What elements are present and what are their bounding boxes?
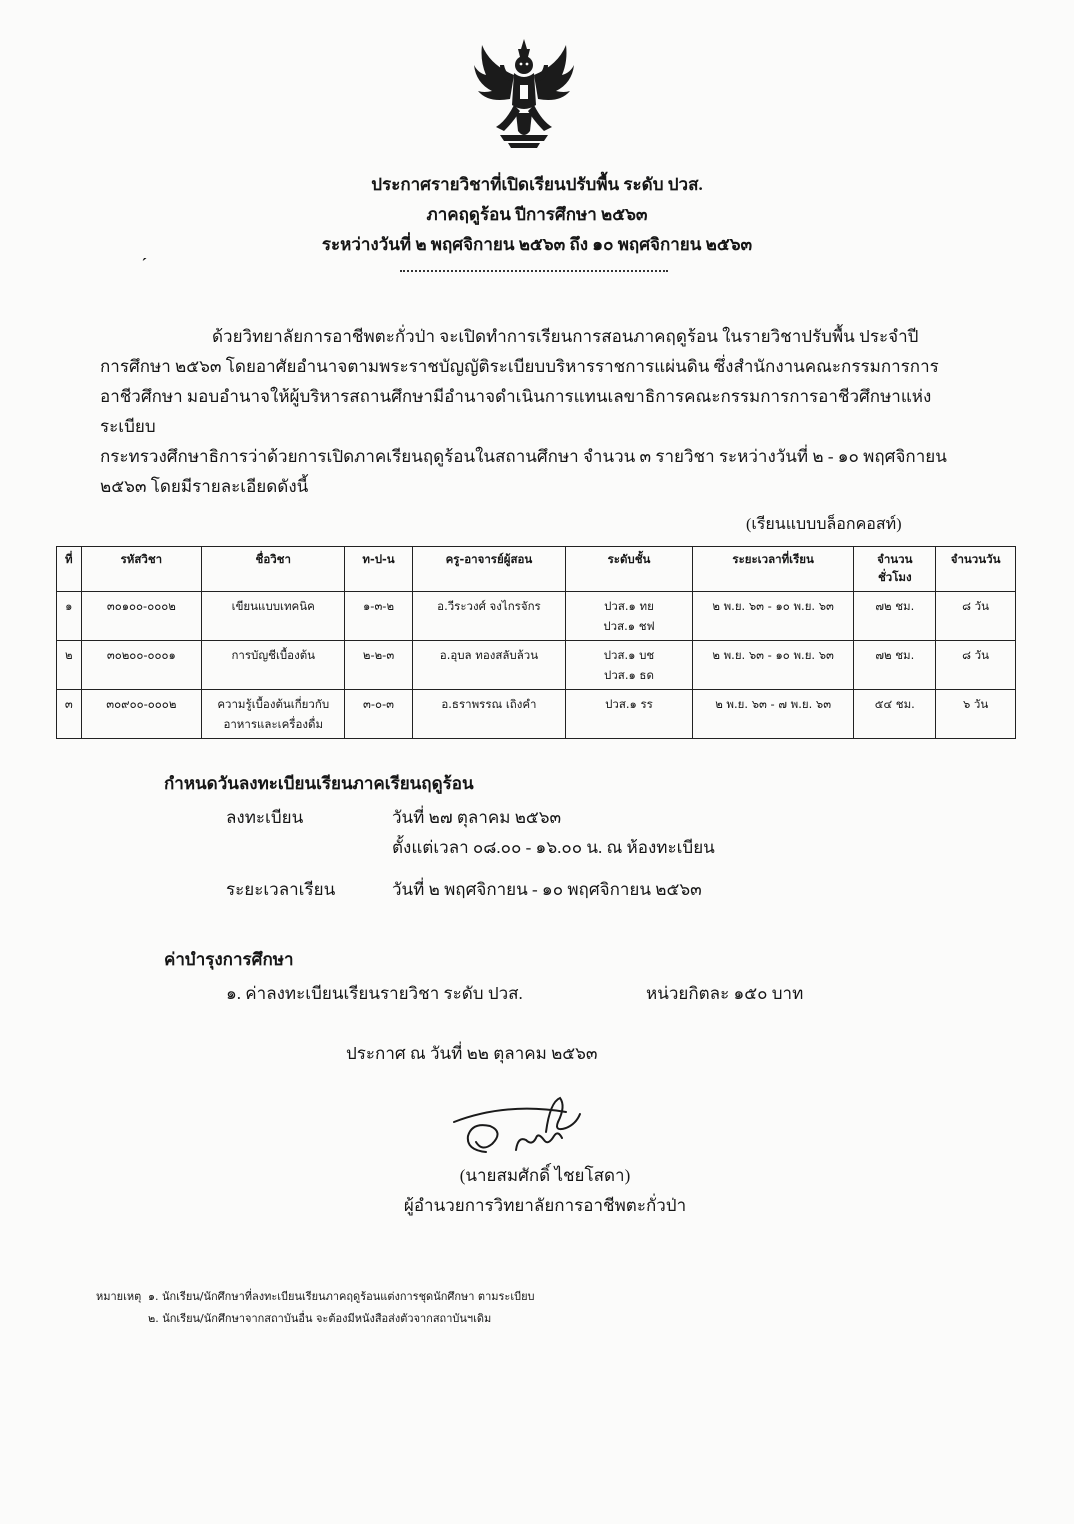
row-teacher: อ.ธราพรรณ เถิงคำ: [412, 690, 565, 739]
registration-heading: กำหนดวันลงทะเบียนเรียนภาคเรียนฤดูร้อน: [164, 774, 474, 793]
remark-line-1: [96, 1286, 535, 1308]
stray-mark: ˏ: [142, 244, 148, 261]
row-level: [566, 641, 693, 690]
remarks-block: [96, 1286, 535, 1330]
study-mode-note: (เรียนแบบบล็อกคอสท์): [746, 516, 902, 533]
fee-item: ๑. ค่าลงทะเบียนเรียนรายวิชา ระดับ ปวส.: [226, 984, 523, 1003]
study-period-label: ระยะเวลาเรียน: [226, 880, 336, 899]
announcement-date: ประกาศ ณ วันที่ ๒๒ ตุลาคม ๒๕๖๓: [346, 1044, 598, 1063]
row-tpn: ๑-๓-๒: [345, 592, 412, 641]
register-date: วันที่ ๒๗ ตุลาคม ๒๕๖๓: [392, 808, 562, 827]
col-header-days: จำนวนวัน: [936, 547, 1016, 592]
col-header-period: ระยะเวลาที่เรียน: [692, 547, 854, 592]
row-no: ๒: [57, 641, 82, 690]
row-level-l1: ปวส.๑ บช: [603, 648, 655, 662]
row-level: [566, 690, 693, 739]
col-header-no: ที่: [57, 547, 82, 592]
signature-mark: [446, 1092, 596, 1162]
table-header-row: [57, 547, 1016, 592]
row-teacher: อ.วีระวงศ์ จงไกรจักร: [412, 592, 565, 641]
table-row: [57, 690, 1016, 739]
fees-heading: ค่าบำรุงการศึกษา: [164, 950, 294, 969]
row-period: ๒ พ.ย. ๖๓ - ๑๐ พ.ย. ๖๓: [692, 641, 854, 690]
row-days: ๖ วัน: [936, 690, 1016, 739]
body-paragraph: [100, 322, 980, 502]
remarks-label: หมายเหตุ: [96, 1290, 142, 1303]
paragraph-line: การศึกษา ๒๕๖๓ โดยอาศัยอำนาจตามพระราชบัญญัติระเบียบบริหารราชการแผ่นดิน ซึ่งสำนักงานคณะกรรมการการ: [100, 357, 939, 376]
row-level-l2: ปวส.๑ ชฟ: [603, 619, 655, 633]
title-line-1: ประกาศรายวิชาที่เปิดเรียนปรับพื้น ระดับ ปวส.: [371, 175, 703, 194]
paragraph-line: ๒๕๖๓ โดยมีรายละเอียดดังนี้: [100, 477, 309, 496]
row-period: ๒ พ.ย. ๖๓ - ๑๐ พ.ย. ๖๓: [692, 592, 854, 641]
row-hours: ๗๒ ชม.: [854, 641, 936, 690]
title-line-2: ภาคฤดูร้อน ปีการศึกษา ๒๕๖๓: [426, 205, 648, 224]
col-header-name: ชื่อวิชา: [202, 547, 345, 592]
col-header-tpn: ท-ป-น: [345, 547, 412, 592]
row-name: [202, 641, 345, 690]
paragraph-line: กระทรวงศึกษาธิการว่าด้วยการเปิดภาคเรียนฤดูร้อนในสถานศึกษา จำนวน ๓ รายวิชา ระหว่างวันที่ ๒ - ๑๐ พฤศจิกายน: [100, 447, 947, 466]
row-name-l2: อาหารและเครื่องดื่ม: [223, 717, 324, 731]
row-hours: ๕๔ ชม.: [854, 690, 936, 739]
row-name-l1: ความรู้เบื้องต้นเกี่ยวกับ: [217, 697, 330, 711]
remark-note-1: ๑. นักเรียน/นักศึกษาที่ลงทะเบียนเรียนภาคฤดูร้อนแต่งการชุดนักศึกษา ตามระเบียบ: [148, 1290, 535, 1303]
register-label: ลงทะเบียน: [226, 808, 304, 827]
row-name: [202, 690, 345, 739]
col-header-level: ระดับชั้น: [566, 547, 693, 592]
row-no: ๓: [57, 690, 82, 739]
row-name: [202, 592, 345, 641]
row-no: ๑: [57, 592, 82, 641]
title-divider: [400, 270, 668, 272]
signer-position: ผู้อำนวยการวิทยาลัยการอาชีพตะกั่วป่า: [403, 1196, 687, 1215]
signer-name: (นายสมศักดิ์ ไชยโสดา): [459, 1166, 631, 1185]
row-tpn: ๓-๐-๓: [345, 690, 412, 739]
row-level-l1: ปวส.๑ ทย: [604, 599, 654, 613]
col-header-hours: [854, 547, 936, 592]
row-level: [566, 592, 693, 641]
row-hours: ๗๒ ชม.: [854, 592, 936, 641]
row-days: ๘ วัน: [936, 641, 1016, 690]
row-days: ๘ วัน: [936, 592, 1016, 641]
row-level-l2: ปวส.๑ ธด: [604, 668, 654, 682]
row-code: ๓๐๒๐๐-๐๐๐๑: [81, 641, 202, 690]
table-row: [57, 641, 1016, 690]
row-teacher: อ.อุบล ทองสลับล้วน: [412, 641, 565, 690]
row-period: ๒ พ.ย. ๖๓ - ๗ พ.ย. ๖๓: [692, 690, 854, 739]
row-name-l1: เขียนแบบเทคนิค: [231, 599, 315, 613]
col-header-hours-l2: ชั่วโมง: [877, 570, 912, 584]
document-title-block: [0, 170, 1074, 260]
table-row: [57, 592, 1016, 641]
register-time: ตั้งแต่เวลา ๐๘.๐๐ - ๑๖.๐๐ น. ณ ห้องทะเบียน: [392, 838, 715, 857]
title-line-3: ระหว่างวันที่ ๒ พฤศจิกายน ๒๕๖๓ ถึง ๑๐ พฤศจิกายน ๒๕๖๓: [321, 235, 753, 254]
row-level-l1: ปวส.๑ รร: [605, 697, 653, 711]
row-code: ๓๐๙๐๐-๐๐๐๒: [81, 690, 202, 739]
col-header-code: รหัสวิชา: [81, 547, 202, 592]
row-name-l1: การบัญชีเบื้องต้น: [231, 648, 316, 662]
row-tpn: ๒-๒-๓: [345, 641, 412, 690]
paragraph-line: ด้วยวิทยาลัยการอาชีพตะกั่วป่า จะเปิดทำการเรียนการสอนภาคฤดูร้อน ในรายวิชาปรับพื้น ประจำปี: [212, 327, 919, 346]
fee-amount: หน่วยกิตละ ๑๕๐ บาท: [646, 984, 804, 1003]
paragraph-line: อาชีวศึกษา มอบอำนาจให้ผู้บริหารสถานศึกษามีอำนาจดำเนินการแทนเลขาธิการคณะกรรมการการอาชีวศึกษาแห่งระเบียบ: [100, 387, 932, 436]
remark-note-2: ๒. นักเรียน/นักศึกษาจากสถาบันอื่น จะต้องมีหนังสือส่งตัวจากสถาบันฯเดิม: [148, 1312, 492, 1325]
col-header-teacher: ครู-อาจารย์ผู้สอน: [412, 547, 565, 592]
study-period-value: วันที่ ๒ พฤศจิกายน - ๑๐ พฤศจิกายน ๒๕๖๓: [392, 880, 702, 899]
course-table: [56, 546, 1016, 739]
col-header-hours-l1: จำนวน: [877, 552, 913, 566]
row-code: ๓๐๑๐๐-๐๐๐๒: [81, 592, 202, 641]
garuda-emblem-icon: [470, 35, 578, 150]
